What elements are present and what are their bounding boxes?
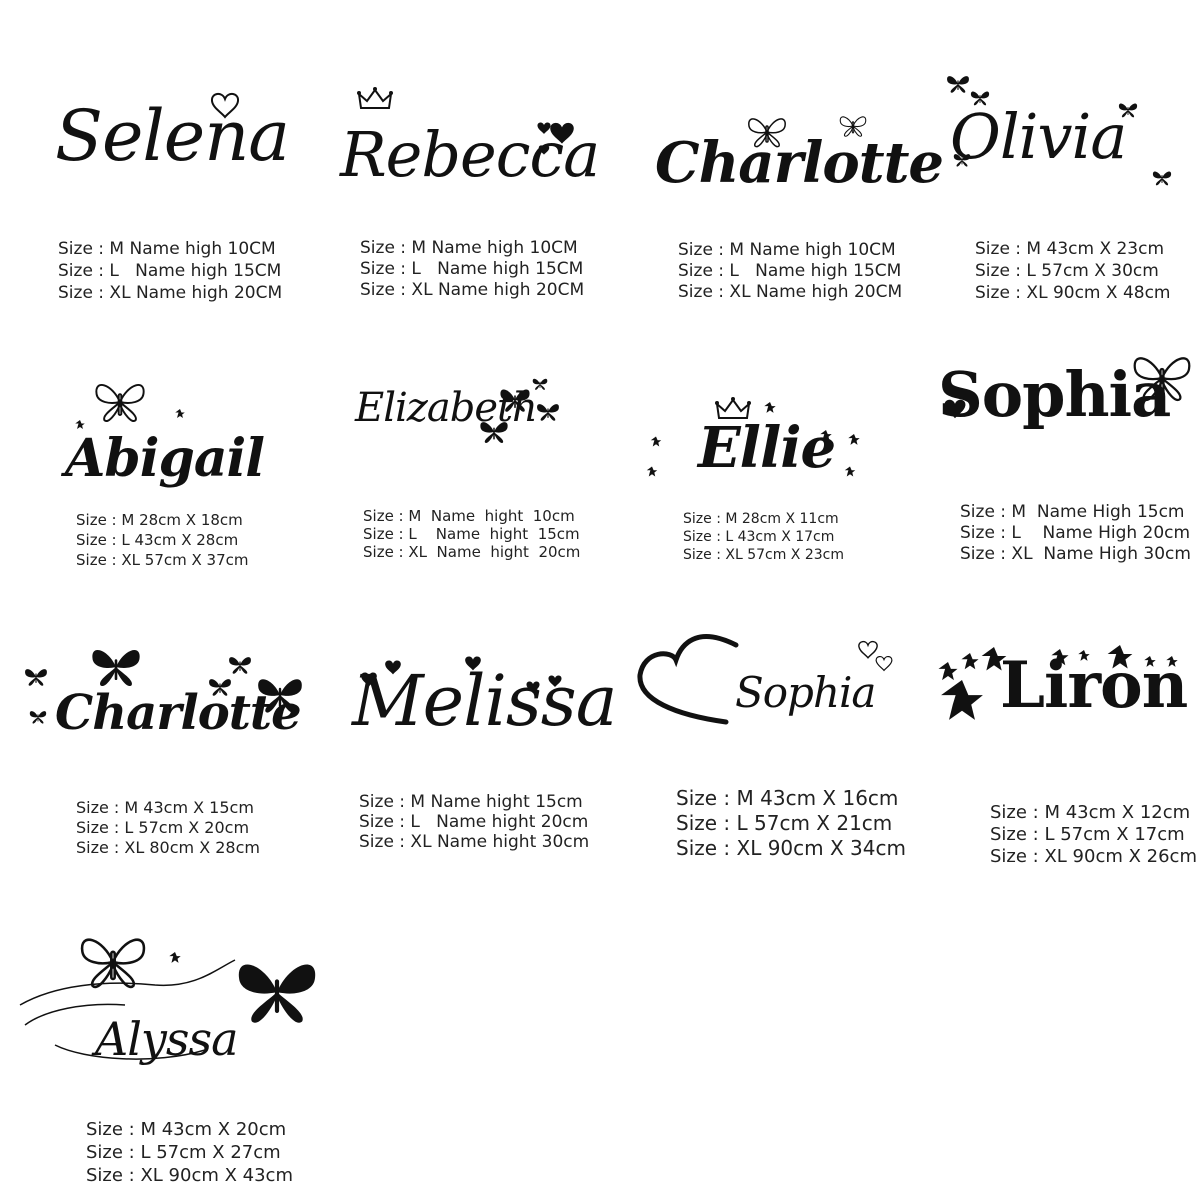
size-m: Size : M Name High 15cm — [960, 502, 1185, 522]
size-l: Size : L 57cm X 27cm — [86, 1142, 281, 1163]
size-l: Size : L 57cm X 21cm — [676, 811, 893, 835]
size-list — [990, 802, 1197, 868]
size-xl: Size : XL 90cm X 34cm — [676, 836, 906, 860]
size-xl: Size : XL Name hight 20cm — [363, 543, 581, 561]
size-xl: Size : XL 57cm X 37cm — [76, 551, 249, 569]
size-list — [76, 510, 249, 570]
name-rebecca: Rebecca — [340, 118, 600, 191]
size-l: Size : L Name High 20cm — [960, 523, 1191, 543]
size-l: Size : L Name hight 15cm — [363, 525, 580, 543]
size-xl: Size : XL 90cm X 43cm — [86, 1165, 293, 1186]
size-list — [360, 238, 584, 301]
size-list — [960, 502, 1191, 565]
size-m: Size : M Name high 10CM — [360, 238, 578, 258]
size-list — [363, 507, 580, 561]
size-m: Size : M 43cm X 16cm — [676, 786, 899, 810]
size-l: Size : L 57cm X 17cm — [990, 824, 1185, 845]
size-list — [683, 510, 844, 564]
size-xl: Size : XL Name High 30cm — [960, 544, 1191, 564]
name-ellie: Ellie — [698, 415, 836, 481]
name-alyssa: Alyssa — [95, 1012, 238, 1066]
size-m: Size : M 43cm X 23cm — [975, 239, 1165, 259]
name-sophia: Sophia — [735, 668, 876, 717]
size-m: Size : M 28cm X 18cm — [76, 511, 243, 529]
size-l: Size : L Name high 15CM — [360, 259, 584, 279]
size-xl: Size : XL Name high 20CM — [58, 283, 283, 303]
crown-icon — [350, 80, 400, 120]
name-melissa: Melissa — [352, 660, 617, 742]
size-list — [359, 792, 589, 852]
size-xl: Size : XL Name high 20CM — [360, 280, 585, 300]
size-m: Size : M Name hight 15cm — [359, 792, 583, 812]
name-charlotte: Charlotte — [55, 685, 301, 741]
size-l: Size : L Name hight 20cm — [359, 812, 589, 832]
size-m: Size : M Name hight 10cm — [363, 507, 575, 525]
size-list — [86, 1118, 293, 1187]
size-list — [76, 798, 260, 858]
size-l: Size : L 57cm X 20cm — [76, 818, 250, 837]
name-olivia: Olivia — [950, 100, 1127, 173]
size-list — [58, 238, 282, 304]
size-m: Size : M 43cm X 15cm — [76, 798, 254, 817]
size-m: Size : M Name high 10CM — [678, 240, 896, 260]
size-l: Size : L 43cm X 28cm — [76, 531, 239, 549]
name-charlotte: Charlotte — [655, 130, 944, 196]
name-elizabeth: Elizabeth — [355, 385, 537, 431]
size-l: Size : L 43cm X 17cm — [683, 529, 835, 545]
size-xl: Size : XL Name high 20CM — [678, 282, 903, 302]
size-l: Size : L 57cm X 30cm — [975, 261, 1159, 281]
size-l: Size : L Name high 15CM — [678, 261, 902, 281]
size-xl: Size : XL 90cm X 48cm — [975, 283, 1171, 303]
size-xl: Size : XL 80cm X 28cm — [76, 838, 260, 857]
size-xl: Size : XL 90cm X 26cm — [990, 846, 1197, 867]
name-liron: Liron — [1000, 648, 1188, 723]
size-l: Size : L Name high 15CM — [58, 261, 282, 281]
name-sophia: Sophia — [938, 358, 1171, 431]
size-list — [676, 786, 906, 861]
size-m: Size : M 43cm X 12cm — [990, 802, 1191, 823]
size-xl: Size : XL 57cm X 23cm — [683, 547, 844, 563]
name-selena: Selena — [55, 95, 290, 177]
size-m: Size : M 28cm X 11cm — [683, 511, 839, 527]
size-m: Size : M Name high 10CM — [58, 239, 276, 259]
size-list — [975, 238, 1170, 304]
size-m: Size : M 43cm X 20cm — [86, 1119, 287, 1140]
size-list — [678, 240, 902, 303]
size-xl: Size : XL Name hight 30cm — [359, 832, 590, 852]
name-abigail: Abigail — [65, 428, 265, 489]
